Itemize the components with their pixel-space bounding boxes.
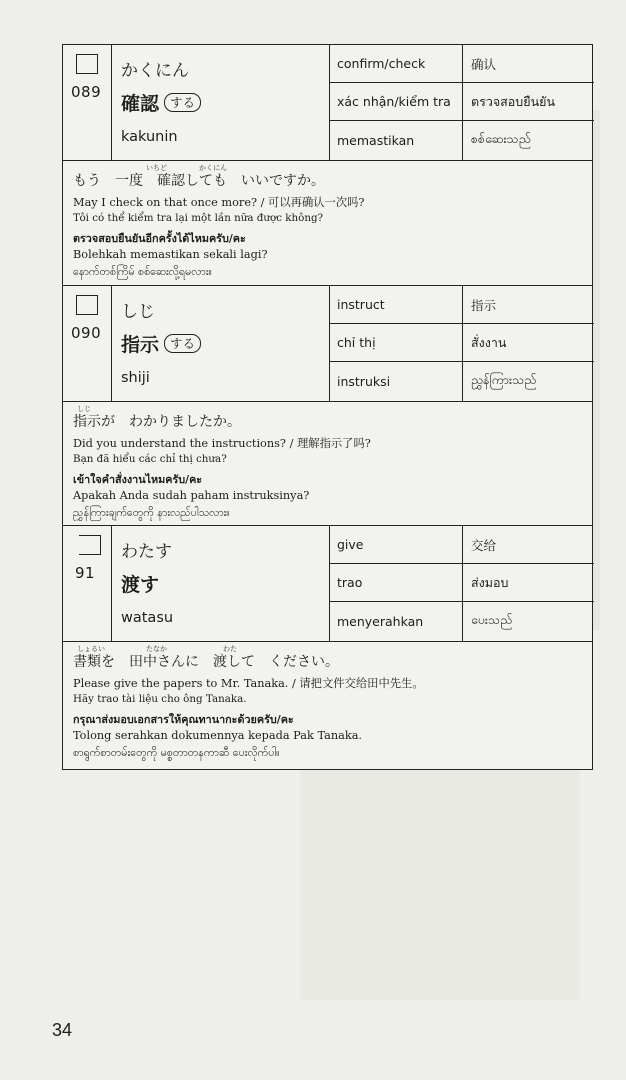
vocab-entry-091 bbox=[62, 525, 593, 770]
checkbox[interactable] bbox=[76, 54, 98, 74]
example-indonesian: Bolehkah memastikan sekali lagi? bbox=[73, 248, 268, 261]
entry-header bbox=[63, 526, 592, 642]
entry-number-cell bbox=[63, 286, 112, 401]
entry-number: 91 bbox=[75, 564, 96, 582]
furigana: かくにん bbox=[199, 164, 227, 172]
word-cell bbox=[111, 526, 330, 641]
checkbox[interactable] bbox=[79, 535, 101, 555]
entry-number-cell bbox=[63, 45, 112, 160]
example-burmese: ညွှန်ကြားချက်တွေကို နားလည်ပါသလား။ bbox=[73, 506, 230, 519]
suru-badge: する bbox=[164, 93, 201, 112]
example-japanese: 指示が わかりましたか。 bbox=[73, 414, 241, 430]
translation-grid bbox=[329, 526, 594, 641]
checkbox[interactable] bbox=[76, 295, 98, 315]
entry-number-cell bbox=[63, 526, 112, 641]
translation-row bbox=[329, 324, 594, 362]
example-vietnamese: Hãy trao tài liệu cho ông Tanaka. bbox=[73, 693, 247, 705]
translation-grid bbox=[329, 45, 594, 160]
translation-cell: memastikan bbox=[329, 121, 463, 160]
translation-grid bbox=[329, 286, 594, 401]
example-indonesian: Tolong serahkan dokumennya kepada Pak Tanaka. bbox=[73, 729, 363, 742]
translation-cell: chỉ thị bbox=[329, 324, 463, 361]
translation-cell: xác nhận/kiểm tra bbox=[329, 83, 463, 120]
example-english-chinese: Did you understand the instructions? / 理解指示了吗? bbox=[73, 437, 371, 450]
kanji-word bbox=[121, 89, 201, 116]
kana-reading: しじ bbox=[121, 302, 155, 322]
furigana: しじ bbox=[77, 405, 91, 413]
translation-row bbox=[329, 564, 594, 602]
translation-row bbox=[329, 526, 594, 564]
example-indonesian: Apakah Anda sudah paham instruksinya? bbox=[73, 489, 310, 502]
furigana: しょるい bbox=[77, 645, 105, 653]
translation-cell: give bbox=[329, 526, 463, 563]
translation-cell: ตรวจสอบยืนยัน bbox=[471, 93, 555, 109]
translation-cell: ส่งมอบ bbox=[471, 574, 509, 590]
example-japanese: もう 一度 確認しても いいですか。 bbox=[73, 173, 325, 189]
translation-cell: confirm/check bbox=[329, 45, 463, 82]
translation-cell: instruct bbox=[329, 286, 463, 323]
translation-cell: instruksi bbox=[329, 362, 463, 401]
vocab-entry-089 bbox=[62, 44, 593, 286]
page-number: 34 bbox=[52, 1020, 73, 1040]
romaji: shiji bbox=[121, 370, 150, 386]
translation-row bbox=[329, 602, 594, 641]
translation-cell: สั่งงาน bbox=[471, 334, 507, 350]
example-thai: เข้าใจคำสั่งงานไหมครับ/คะ bbox=[73, 473, 203, 486]
translation-cell: 交给 bbox=[471, 537, 497, 553]
translation-row bbox=[329, 83, 594, 121]
kana-reading: かくにん bbox=[121, 61, 189, 81]
furigana: いちど bbox=[146, 164, 167, 172]
translation-row bbox=[329, 45, 594, 83]
translation-cell: ပေးသည် bbox=[471, 612, 513, 627]
translation-cell: trao bbox=[329, 564, 463, 601]
kana-reading: わたす bbox=[121, 542, 172, 562]
furigana: たなか bbox=[146, 645, 167, 653]
example-thai: กรุณาส่งมอบเอกสารให้คุณทานากะด้วยครับ/คะ bbox=[73, 713, 294, 726]
translation-row bbox=[329, 121, 594, 160]
word-cell bbox=[111, 45, 330, 160]
translation-cell: menyerahkan bbox=[329, 602, 463, 641]
entry-header bbox=[63, 45, 592, 161]
romaji: watasu bbox=[121, 610, 174, 626]
translation-cell: 指示 bbox=[471, 297, 497, 313]
translation-row bbox=[329, 286, 594, 324]
entry-number: 090 bbox=[71, 324, 102, 342]
example-japanese: 書類を 田中さんに 渡して ください。 bbox=[73, 654, 339, 670]
romaji: kakunin bbox=[121, 129, 178, 145]
vocab-entry-090 bbox=[62, 285, 593, 526]
entry-number: 089 bbox=[71, 83, 102, 101]
example-english-chinese: May I check on that once more? / 可以再确认一次吗? bbox=[73, 196, 365, 209]
translation-cell: ညွှန်ကြားသည် bbox=[471, 372, 537, 387]
suru-badge: する bbox=[164, 334, 201, 353]
example-thai: ตรวจสอบยืนยันอีกครั้งได้ไหมครับ/คะ bbox=[73, 232, 246, 245]
translation-cell: စစ်ဆေးသည် bbox=[471, 131, 531, 146]
kanji-word bbox=[121, 570, 159, 597]
furigana: わた bbox=[223, 645, 237, 653]
example-burmese: စာရွက်စာတမ်းတွေကို မစ္စတာတနကာဆီ ပေးလိုက်ပါ။ bbox=[73, 746, 280, 759]
translation-row bbox=[329, 362, 594, 401]
kanji-text: 渡す bbox=[121, 574, 160, 596]
example-vietnamese: Tôi có thể kiểm tra lại một lần nữa được không? bbox=[73, 212, 324, 224]
example-burmese: နောက်တစ်ကြိမ် စစ်ဆေးလို့ရမလား။ bbox=[73, 265, 212, 278]
kanji-word bbox=[121, 330, 201, 357]
kanji-text: 指示 bbox=[121, 334, 160, 356]
word-cell bbox=[111, 286, 330, 401]
example-english-chinese: Please give the papers to Mr. Tanaka. / 请把文件交给田中先生。 bbox=[73, 677, 424, 690]
entry-header bbox=[63, 286, 592, 402]
kanji-text: 確認 bbox=[121, 93, 160, 115]
example-vietnamese: Bạn đã hiểu các chỉ thị chưa? bbox=[73, 453, 227, 465]
translation-cell: 确认 bbox=[471, 56, 497, 72]
